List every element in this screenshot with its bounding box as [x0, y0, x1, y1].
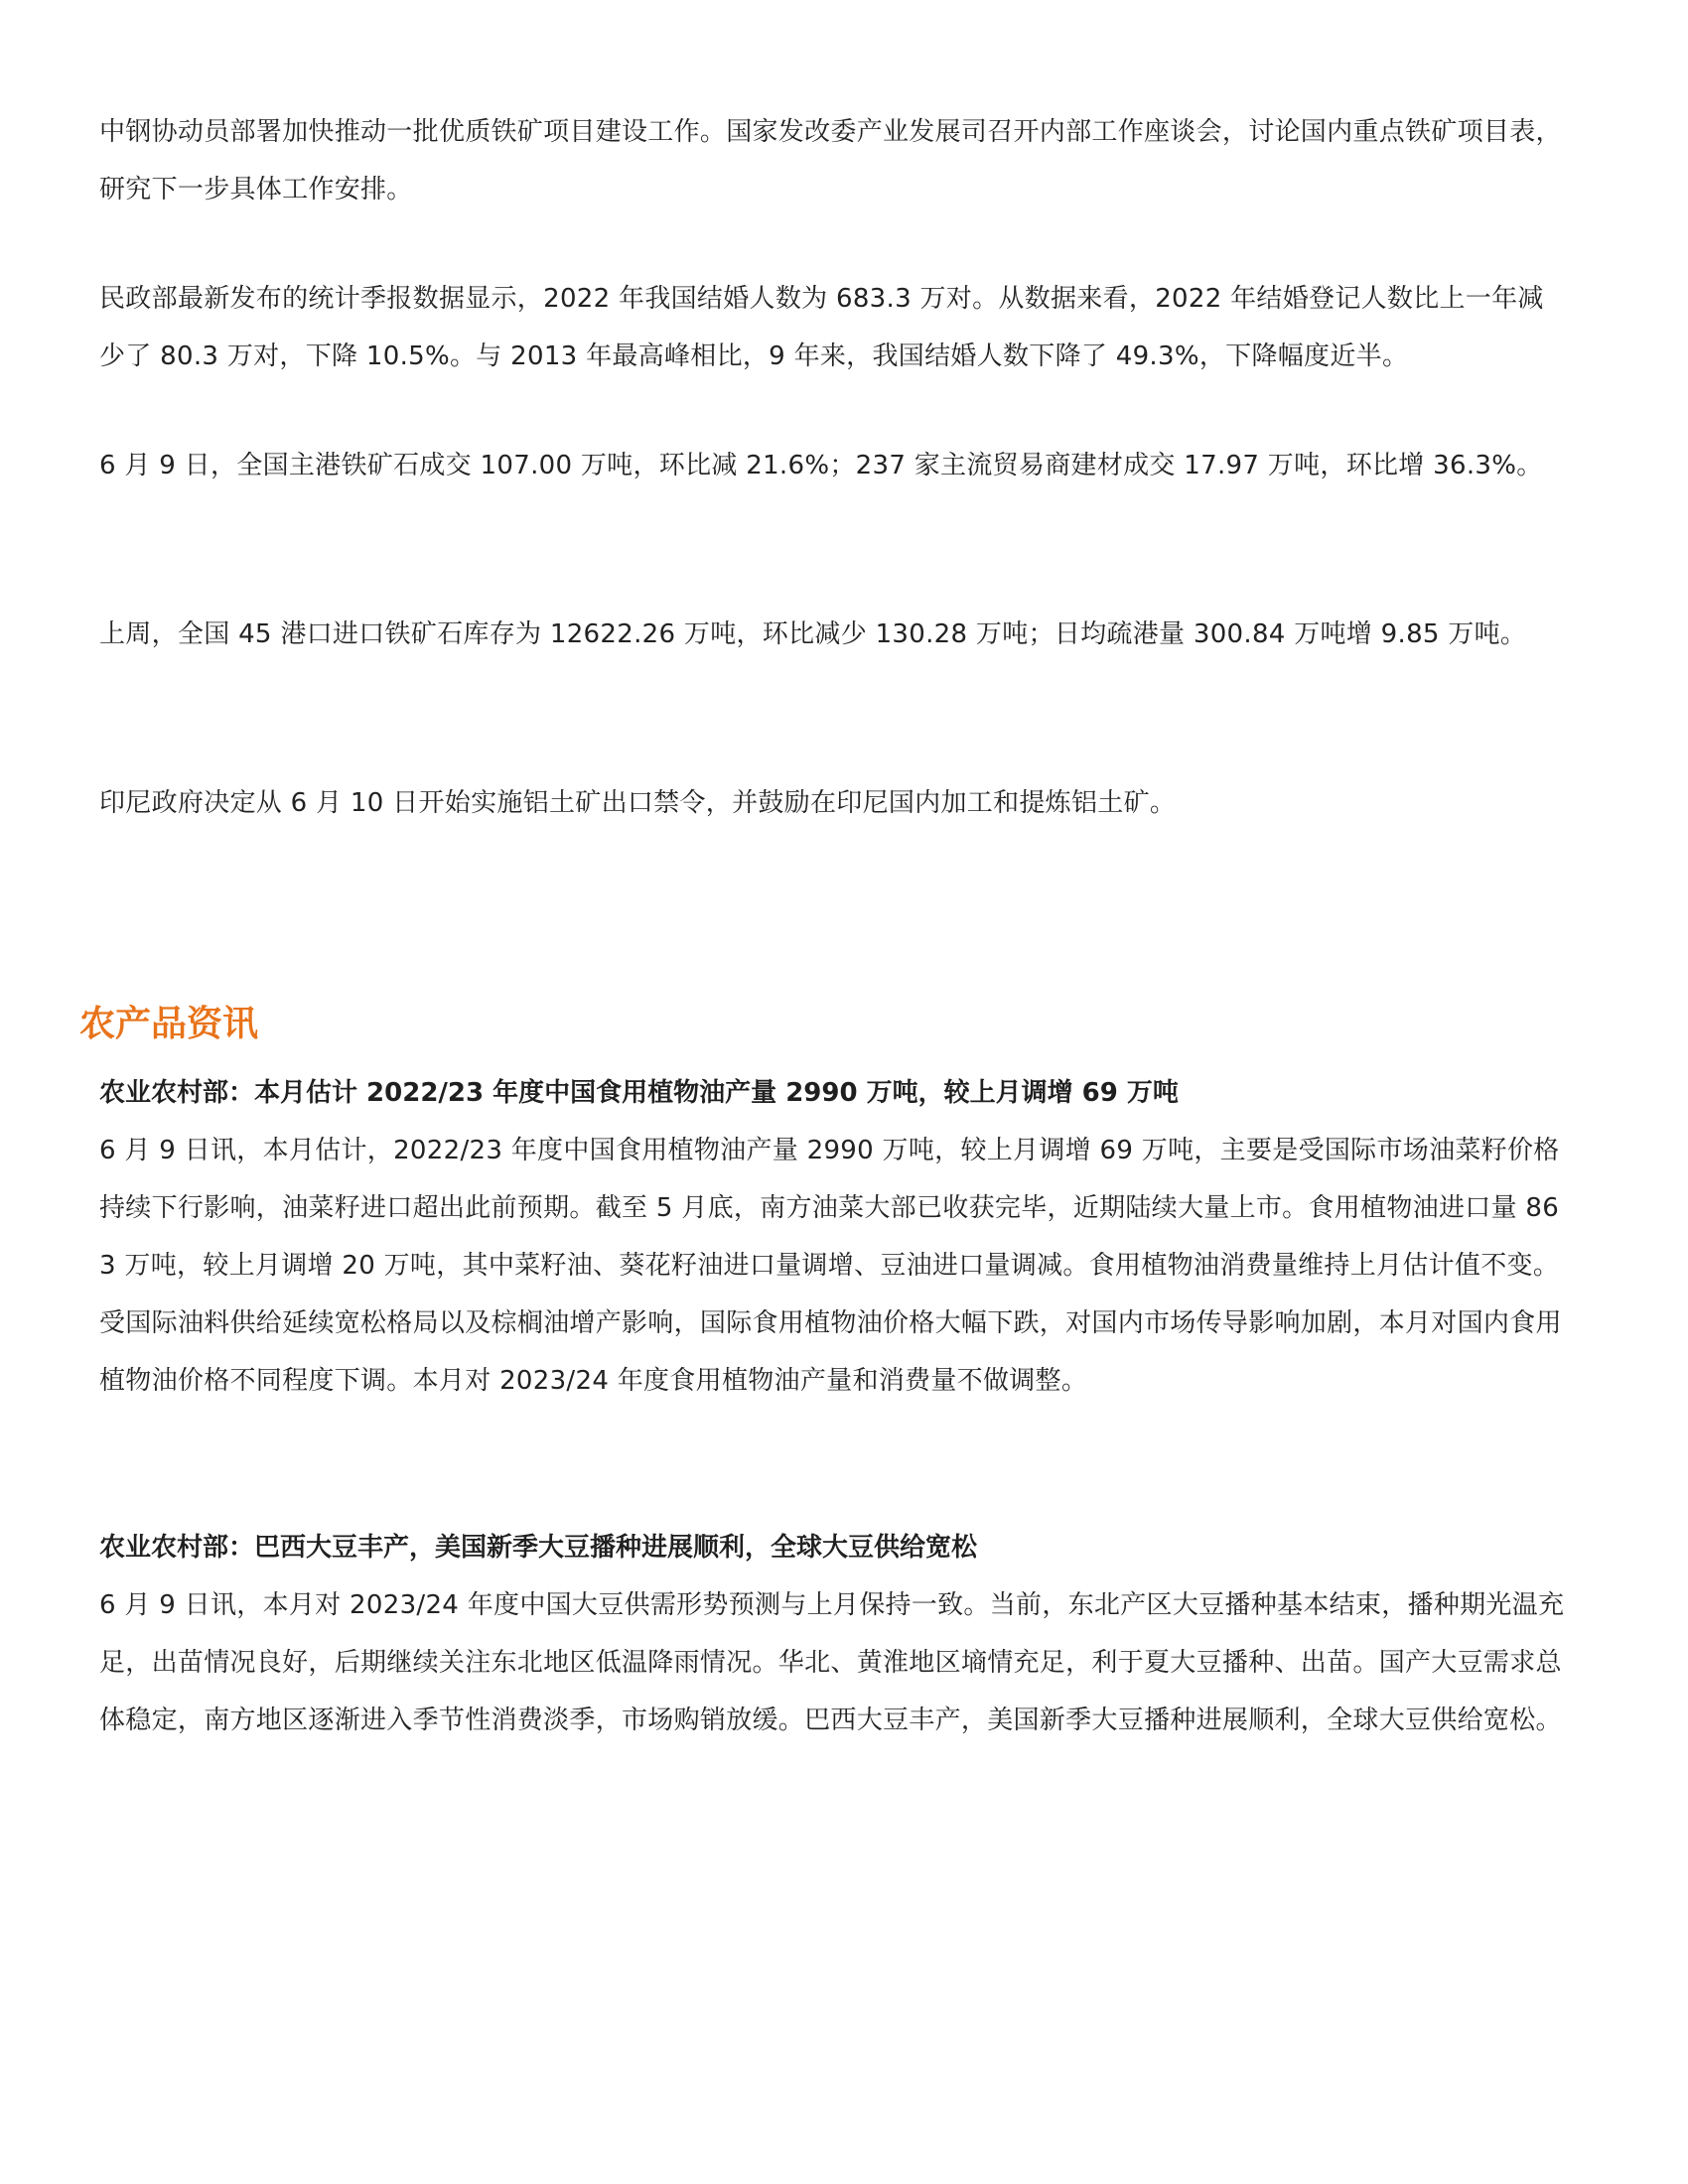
- article-body: 6 月 9 日讯，本月估计，2022/23 年度中国食用植物油产量 2990 万吨，较上月调增 69 万吨，主要是受国际市场油菜籽价格持续下行影响，油菜籽进口超出此前预期。截至 5 月底，南方油菜大部已收获完毕，近期陆续大量上市。食用植物油进口量 863 万吨，较上月调增 20 万吨，其中菜籽油、葵花籽油进口量调增、豆油进口量调减。食用植物油消费量维持上月估计值不变。受国际油料供给延续宽松格局以及棕榈油增产影响，国际食用植物油价格大幅下跌，对国内市场传导影响加剧，本月对国内食用植物油价格不同程度下调。本月对 2023/24 年度食用植物油产量和消费量不做调整。: [99, 1136, 1562, 1396]
- article-title: 农业农村部：巴西大豆丰产，美国新季大豆播种进展顺利，全球大豆供给宽松: [99, 1533, 978, 1563]
- news-paragraph-marriage-statistics: 民政部最新发布的统计季报数据显示，2022 年我国结婚人数为 683.3 万对。从数据来看，2022 年结婚登记人数比上一年减少了 80.3 万对，下降 10.5%。与 2013 年最高峰相比，9 年来，我国结婚人数下降了 49.3%，下降幅度近半。: [99, 284, 1544, 371]
- article-edible-oil: [99, 1064, 1569, 1410]
- article-title: 农业农村部：本月估计 2022/23 年度中国食用植物油产量 2990 万吨，较上月调增 69 万吨: [99, 1078, 1179, 1108]
- news-paragraph-port-trading: 6 月 9 日，全国主港铁矿石成交 107.00 万吨，环比减 21.6%；237 家主流贸易商建材成交 17.97 万吨，环比增 36.3%。: [99, 451, 1543, 480]
- news-paragraph-bauxite-ban: 印尼政府决定从 6 月 10 日开始实施铝土矿出口禁令，并鼓励在印尼国内加工和提炼铝土矿。: [99, 788, 1177, 818]
- news-paragraph-port-inventory: 上周，全国 45 港口进口铁矿石库存为 12622.26 万吨，环比减少 130.28 万吨；日均疏港量 300.84 万吨增 9.85 万吨。: [99, 619, 1527, 649]
- article-soybean: [99, 1519, 1569, 1749]
- section-heading-agri-news: 农产品资讯: [79, 1004, 259, 1044]
- news-paragraph-iron-ore-projects: 中钢协动员部署加快推动一批优质铁矿项目建设工作。国家发改委产业发展司召开内部工作座谈会，讨论国内重点铁矿项目表，研究下一步具体工作安排。: [99, 117, 1562, 205]
- article-body: 6 月 9 日讯，本月对 2023/24 年度中国大豆供需形势预测与上月保持一致。当前，东北产区大豆播种基本结束，播种期光温充足，出苗情况良好，后期继续关注东北地区低温降雨情况。华北、黄淮地区墒情充足，利于夏大豆播种、出苗。国产大豆需求总体稳定，南方地区逐渐进入季节性消费淡季，市场购销放缓。巴西大豆丰产，美国新季大豆播种进展顺利，全球大豆供给宽松。: [99, 1590, 1565, 1735]
